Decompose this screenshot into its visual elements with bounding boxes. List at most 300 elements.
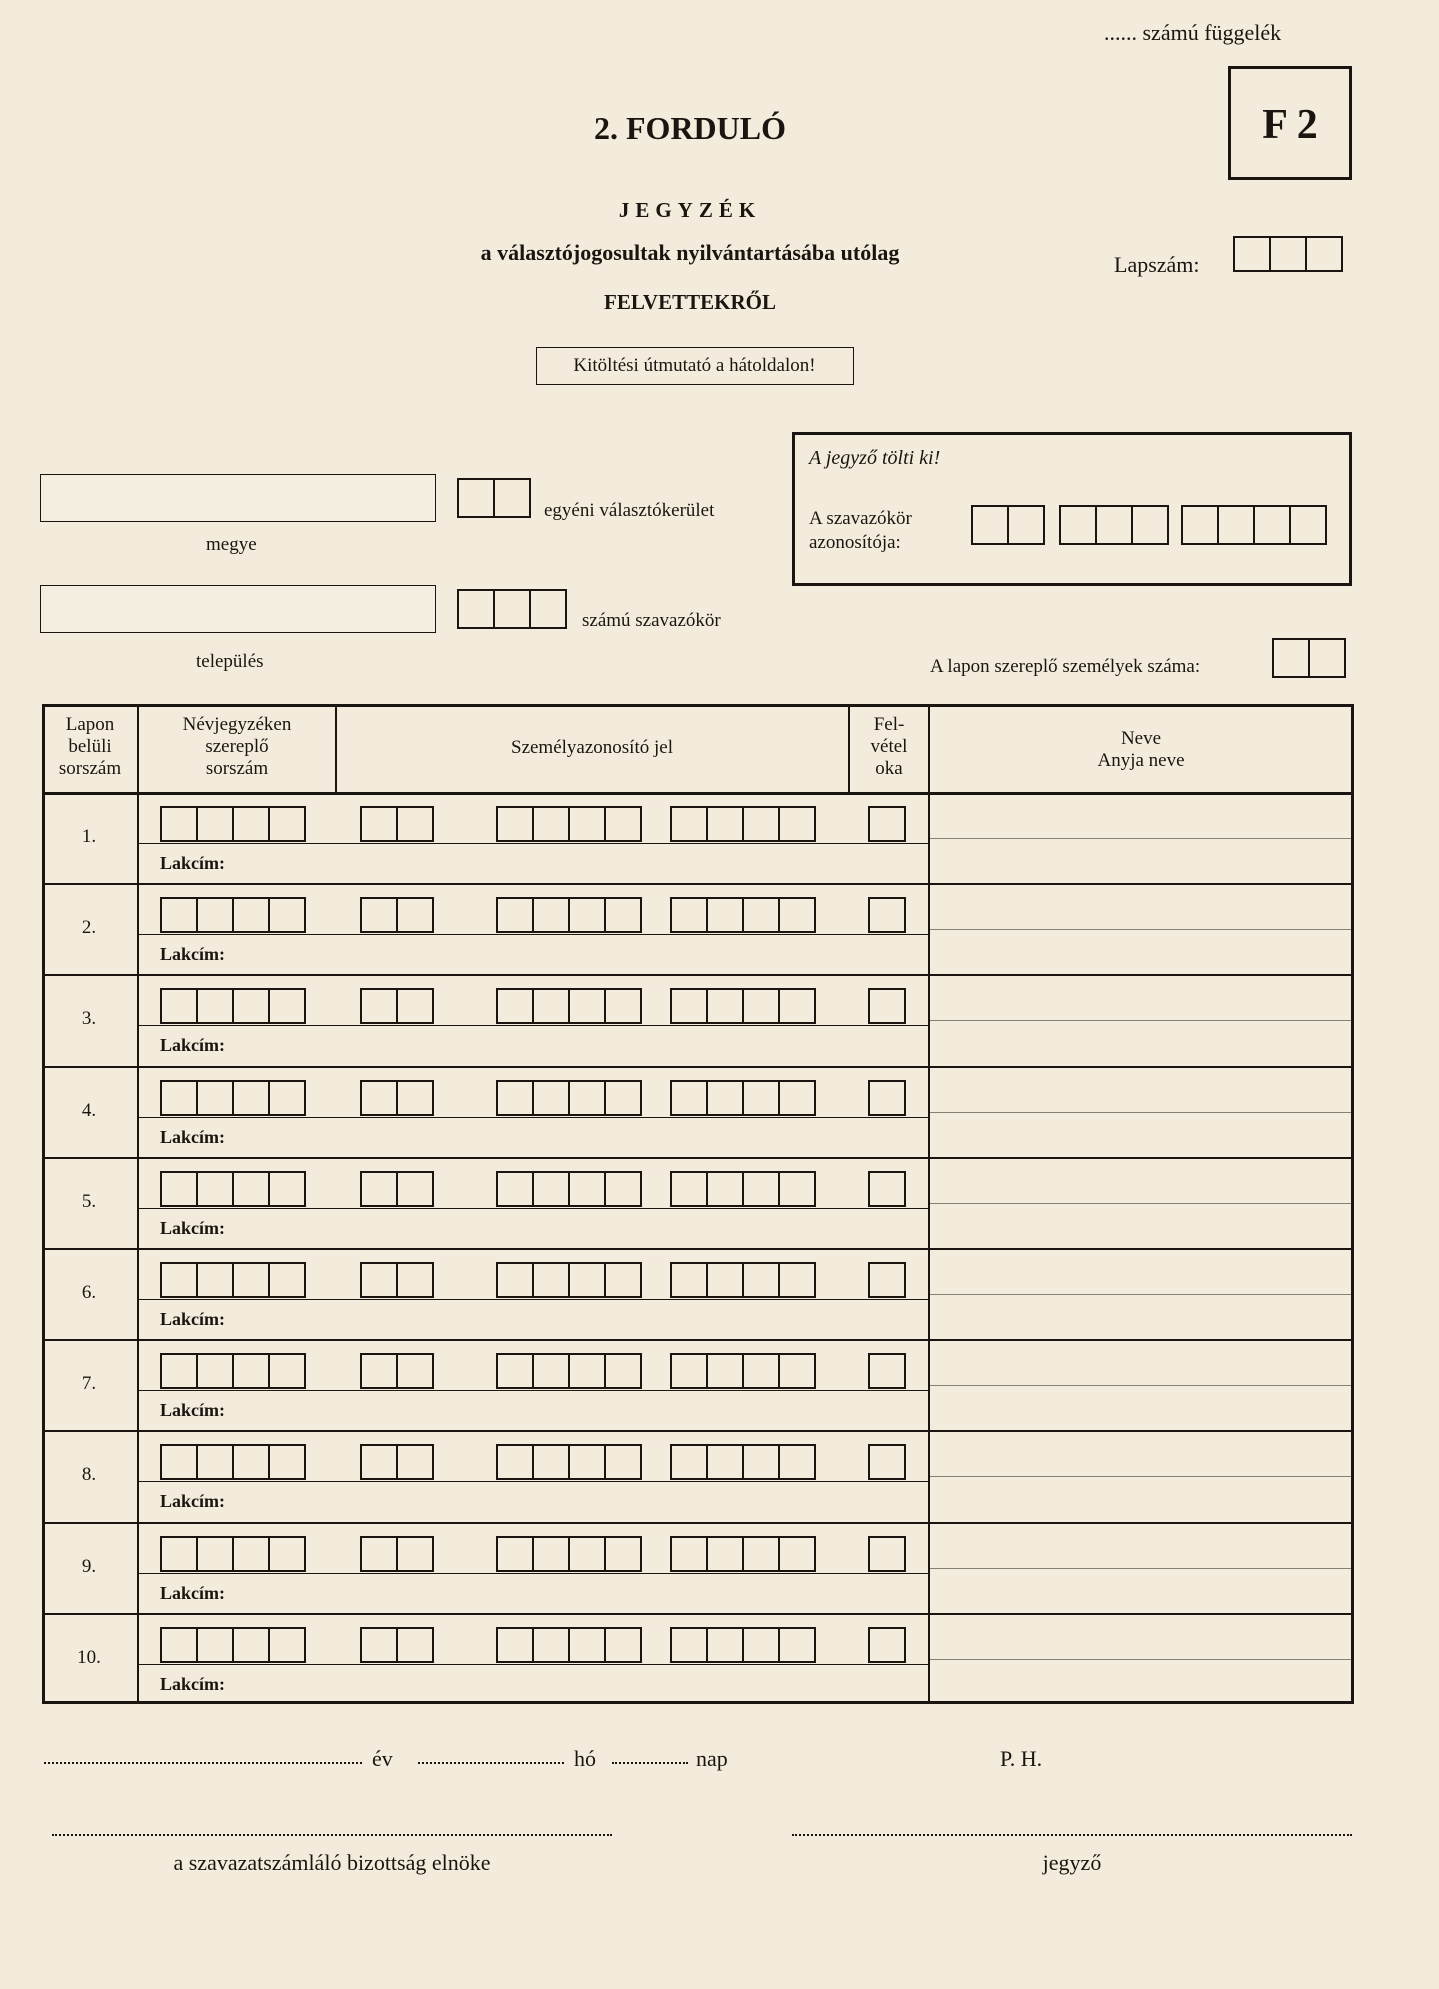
month-label: hó	[574, 1746, 596, 1771]
id-cell-group[interactable]	[360, 1171, 432, 1207]
id-cell[interactable]	[742, 1171, 780, 1207]
id-cell[interactable]	[196, 988, 234, 1024]
id-cell[interactable]	[268, 1444, 306, 1480]
id-cell-group[interactable]	[868, 988, 904, 1024]
id-cell[interactable]	[360, 1536, 398, 1572]
row-number: 6.	[81, 1282, 97, 1303]
id-cell-group[interactable]	[360, 806, 432, 842]
id-cell[interactable]	[360, 1627, 398, 1663]
id-cell[interactable]	[670, 1171, 708, 1207]
id-cell[interactable]	[396, 1627, 434, 1663]
polling-id-cell[interactable]	[1181, 505, 1219, 545]
chair-signature-line[interactable]	[52, 1834, 612, 1836]
id-cell[interactable]	[196, 1080, 234, 1116]
id-cell[interactable]	[232, 988, 270, 1024]
id-cell[interactable]	[604, 1627, 642, 1663]
id-cell[interactable]	[670, 1627, 708, 1663]
table-row-inner-divider	[137, 1208, 928, 1209]
id-cell[interactable]	[568, 1080, 606, 1116]
id-cell[interactable]	[360, 897, 398, 933]
id-cell[interactable]	[268, 897, 306, 933]
id-cell-group[interactable]	[868, 1262, 904, 1298]
name-row-inner-divider	[928, 1020, 1354, 1021]
id-cell[interactable]	[532, 1353, 570, 1389]
header-name-line: Neve	[1120, 728, 1162, 749]
id-cell[interactable]	[868, 1536, 906, 1572]
id-cell[interactable]	[496, 1444, 534, 1480]
id-cell-group[interactable]	[360, 988, 432, 1024]
id-cell[interactable]	[742, 1080, 780, 1116]
id-cell-group[interactable]	[360, 897, 432, 933]
id-cell[interactable]	[868, 1444, 906, 1480]
id-cell-group[interactable]	[868, 1627, 904, 1663]
id-cell[interactable]	[742, 1536, 780, 1572]
id-cell-group[interactable]	[360, 1536, 432, 1572]
header-reason-line: Fel-	[873, 714, 905, 735]
id-cell[interactable]	[568, 988, 606, 1024]
id-cell-group[interactable]	[160, 1171, 304, 1207]
polling-id-cell[interactable]	[1131, 505, 1169, 545]
id-cell-group[interactable]	[496, 1262, 640, 1298]
id-cell[interactable]	[196, 806, 234, 842]
instructions-box	[536, 347, 854, 385]
id-cell[interactable]	[742, 897, 780, 933]
id-cell[interactable]	[196, 1627, 234, 1663]
id-cell[interactable]	[706, 1536, 744, 1572]
id-cell[interactable]	[742, 1262, 780, 1298]
id-cell-group[interactable]	[868, 1080, 904, 1116]
id-cell[interactable]	[604, 1536, 642, 1572]
id-cell-group[interactable]	[868, 1536, 904, 1572]
id-cell[interactable]	[160, 1444, 198, 1480]
polling-station-cell[interactable]	[493, 589, 531, 629]
id-cell[interactable]	[778, 988, 816, 1024]
id-cell-group[interactable]	[496, 1171, 640, 1207]
id-cell[interactable]	[742, 1444, 780, 1480]
district-label: egyéni választókerület	[544, 500, 715, 521]
polling-id-group-1[interactable]	[971, 505, 1043, 545]
id-cell[interactable]	[396, 988, 434, 1024]
id-cell[interactable]	[360, 1444, 398, 1480]
day-field[interactable]	[612, 1762, 688, 1764]
settlement-label: település	[196, 651, 264, 672]
id-cell[interactable]	[706, 1353, 744, 1389]
id-cell[interactable]	[160, 1536, 198, 1572]
id-cell[interactable]	[268, 988, 306, 1024]
table-row-inner-divider	[137, 934, 928, 935]
id-cell[interactable]	[396, 1080, 434, 1116]
id-cell[interactable]	[742, 1353, 780, 1389]
form-code-box	[1228, 66, 1352, 180]
id-cell-group[interactable]	[670, 1080, 814, 1116]
id-cell-group[interactable]	[160, 1444, 304, 1480]
id-cell[interactable]	[706, 1627, 744, 1663]
id-cell[interactable]	[268, 1080, 306, 1116]
id-cell[interactable]	[670, 897, 708, 933]
polling-station-cell[interactable]	[529, 589, 567, 629]
id-cell-group[interactable]	[670, 1353, 814, 1389]
id-cell[interactable]	[268, 1536, 306, 1572]
id-cell[interactable]	[778, 1171, 816, 1207]
id-cell[interactable]	[360, 1080, 398, 1116]
id-cell[interactable]	[396, 1353, 434, 1389]
page-number-cells[interactable]	[1233, 236, 1341, 272]
table-row-inner-divider	[137, 1481, 928, 1482]
county-input[interactable]	[40, 474, 436, 522]
id-cell-group[interactable]	[670, 1171, 814, 1207]
notary-heading: A jegyző tölti ki!	[809, 447, 941, 469]
id-cell[interactable]	[160, 1080, 198, 1116]
persons-on-page-cell[interactable]	[1308, 638, 1346, 678]
id-cell[interactable]	[232, 1444, 270, 1480]
id-cell[interactable]	[742, 1627, 780, 1663]
id-cell[interactable]	[396, 1536, 434, 1572]
id-cell[interactable]	[868, 1627, 906, 1663]
table-row-divider	[42, 1248, 1354, 1250]
year-field[interactable]	[44, 1762, 362, 1764]
id-cell[interactable]	[742, 806, 780, 842]
id-cell[interactable]	[160, 1262, 198, 1298]
id-cell[interactable]	[396, 1262, 434, 1298]
settlement-input[interactable]	[40, 585, 436, 633]
id-cell[interactable]	[496, 1353, 534, 1389]
name-row-inner-divider	[928, 1476, 1354, 1477]
id-cell[interactable]	[706, 897, 744, 933]
id-cell[interactable]	[396, 1444, 434, 1480]
id-cell[interactable]	[568, 1262, 606, 1298]
id-cell-group[interactable]	[160, 897, 304, 933]
name-row-inner-divider	[928, 1568, 1354, 1569]
table-col-divider	[928, 704, 930, 1704]
header-register-seq-line: szereplő	[205, 736, 269, 757]
address-label: Lakcím:	[160, 1491, 225, 1512]
id-cell[interactable]	[742, 988, 780, 1024]
id-cell[interactable]	[196, 1171, 234, 1207]
polling-id-cell[interactable]	[1007, 505, 1045, 545]
id-cell[interactable]	[706, 1171, 744, 1207]
id-cell-group[interactable]	[160, 1627, 304, 1663]
page-number-label: Lapszám:	[1114, 252, 1200, 277]
id-cell-group[interactable]	[496, 897, 640, 933]
header-personal-id: Személyazonosító jel	[511, 737, 673, 758]
id-cell[interactable]	[670, 1080, 708, 1116]
district-cells[interactable]	[457, 478, 529, 518]
id-cell[interactable]	[268, 806, 306, 842]
id-cell-group[interactable]	[160, 1262, 304, 1298]
address-label: Lakcím:	[160, 1400, 225, 1421]
table-row-inner-divider	[137, 1390, 928, 1391]
id-cell[interactable]	[496, 988, 534, 1024]
id-cell[interactable]	[196, 1353, 234, 1389]
id-cell[interactable]	[196, 1536, 234, 1572]
id-cell[interactable]	[670, 806, 708, 842]
id-cell[interactable]	[532, 988, 570, 1024]
table-row-divider	[42, 1157, 1354, 1159]
polling-id-cell[interactable]	[1059, 505, 1097, 545]
id-cell[interactable]	[778, 1536, 816, 1572]
name-row-inner-divider	[928, 1659, 1354, 1660]
id-cell-group[interactable]	[496, 1080, 640, 1116]
id-cell-group[interactable]	[496, 806, 640, 842]
polling-id-group-2[interactable]	[1059, 505, 1167, 545]
id-cell[interactable]	[706, 1262, 744, 1298]
id-cell[interactable]	[232, 1353, 270, 1389]
id-cell[interactable]	[868, 988, 906, 1024]
district-cell[interactable]	[457, 478, 495, 518]
id-cell[interactable]	[532, 806, 570, 842]
page-number-cell[interactable]	[1269, 236, 1307, 272]
id-cell-group[interactable]	[160, 1536, 304, 1572]
id-cell-group[interactable]	[496, 1353, 640, 1389]
id-cell[interactable]	[160, 1171, 198, 1207]
table-row-divider	[42, 1522, 1354, 1524]
id-cell[interactable]	[232, 1171, 270, 1207]
id-cell[interactable]	[868, 897, 906, 933]
id-cell[interactable]	[568, 1444, 606, 1480]
id-cell-group[interactable]	[496, 1444, 640, 1480]
id-cell-group[interactable]	[670, 806, 814, 842]
id-cell-group[interactable]	[670, 897, 814, 933]
polling-id-label-line2: azonosítója:	[809, 532, 901, 553]
id-cell[interactable]	[670, 1262, 708, 1298]
row-number: 5.	[81, 1190, 97, 1212]
address-label: Lakcím:	[160, 853, 225, 873]
id-cell[interactable]	[532, 897, 570, 933]
id-cell[interactable]	[532, 1262, 570, 1298]
id-cell-group[interactable]	[496, 988, 640, 1024]
id-cell[interactable]	[232, 1080, 270, 1116]
table-header-divider	[42, 792, 1354, 795]
id-cell-group[interactable]	[670, 1444, 814, 1480]
id-cell[interactable]	[670, 988, 708, 1024]
id-cell-group[interactable]	[496, 1536, 640, 1572]
id-cell[interactable]	[532, 1536, 570, 1572]
id-cell[interactable]	[496, 1171, 534, 1207]
id-cell-group[interactable]	[160, 806, 304, 842]
row-number: 3.	[81, 1008, 97, 1030]
id-cell[interactable]	[360, 806, 398, 842]
id-cell[interactable]	[604, 1262, 642, 1298]
name-row-inner-divider	[928, 1294, 1354, 1295]
id-cell[interactable]	[568, 806, 606, 842]
appendix-label: ...... számú függelék	[1104, 20, 1282, 45]
id-cell[interactable]	[160, 988, 198, 1024]
id-cell-group[interactable]	[868, 897, 904, 933]
id-cell-group[interactable]	[160, 1353, 304, 1389]
id-cell[interactable]	[532, 1171, 570, 1207]
id-cell[interactable]	[160, 1627, 198, 1663]
id-cell[interactable]	[670, 1353, 708, 1389]
id-cell[interactable]	[232, 806, 270, 842]
id-cell[interactable]	[268, 1353, 306, 1389]
table-row-divider	[42, 1613, 1354, 1615]
table-row-divider	[42, 974, 1354, 976]
table-row-divider	[42, 1066, 1354, 1068]
id-cell[interactable]	[568, 1353, 606, 1389]
id-cell[interactable]	[160, 806, 198, 842]
id-cell[interactable]	[232, 1262, 270, 1298]
id-cell[interactable]	[396, 806, 434, 842]
id-cell[interactable]	[604, 1171, 642, 1207]
table-row-divider	[42, 1339, 1354, 1341]
row-number: 8.	[81, 1464, 97, 1486]
id-cell[interactable]	[568, 1536, 606, 1572]
id-cell-group[interactable]	[670, 1262, 814, 1298]
id-cell[interactable]	[778, 1444, 816, 1480]
id-cell[interactable]	[268, 1627, 306, 1663]
id-cell[interactable]	[568, 897, 606, 933]
header-name	[930, 728, 1352, 772]
id-cell-group[interactable]	[670, 1627, 814, 1663]
table-row-divider	[42, 1430, 1354, 1432]
id-cell[interactable]	[360, 1262, 398, 1298]
page-number-cell[interactable]	[1305, 236, 1343, 272]
persons-on-page-label: A lapon szereplő személyek száma:	[930, 656, 1201, 677]
id-cell[interactable]	[778, 897, 816, 933]
id-cell[interactable]	[604, 988, 642, 1024]
polling-station-cell[interactable]	[457, 589, 495, 629]
polling-id-cell[interactable]	[1217, 505, 1255, 545]
id-cell[interactable]	[706, 988, 744, 1024]
id-cell[interactable]	[232, 1627, 270, 1663]
id-cell[interactable]	[868, 1262, 906, 1298]
id-cell[interactable]	[868, 1080, 906, 1116]
id-cell[interactable]	[532, 1627, 570, 1663]
id-cell-group[interactable]	[496, 1627, 640, 1663]
id-cell[interactable]	[670, 1444, 708, 1480]
id-cell[interactable]	[778, 806, 816, 842]
polling-id-cell[interactable]	[1095, 505, 1133, 545]
notary-signature-label: jegyző	[1042, 1850, 1102, 1875]
id-cell[interactable]	[496, 806, 534, 842]
id-cell[interactable]	[778, 1080, 816, 1116]
id-cell[interactable]	[604, 1353, 642, 1389]
doc-subtitle-2: FELVETTEKRŐL	[604, 290, 776, 314]
id-cell-group[interactable]	[670, 1536, 814, 1572]
row-number: 7.	[81, 1373, 97, 1395]
header-page-seq-line: sorszám	[58, 758, 122, 779]
address-label: Lakcím:	[160, 1126, 225, 1147]
id-cell[interactable]	[496, 1536, 534, 1572]
id-cell[interactable]	[706, 1080, 744, 1116]
id-cell[interactable]	[604, 897, 642, 933]
id-cell[interactable]	[396, 897, 434, 933]
id-cell[interactable]	[778, 1353, 816, 1389]
notary-signature-line[interactable]	[792, 1834, 1352, 1836]
id-cell[interactable]	[360, 1171, 398, 1207]
id-cell-group[interactable]	[160, 988, 304, 1024]
id-cell-group[interactable]	[360, 1627, 432, 1663]
id-cell[interactable]	[232, 897, 270, 933]
id-cell-group[interactable]	[360, 1262, 432, 1298]
county-label: megye	[206, 534, 257, 555]
id-cell-group[interactable]	[360, 1444, 432, 1480]
header-reason	[850, 714, 928, 780]
id-cell[interactable]	[396, 1171, 434, 1207]
id-cell-group[interactable]	[868, 1353, 904, 1389]
id-cell[interactable]	[568, 1627, 606, 1663]
header-reason-line: oka	[875, 758, 903, 779]
name-row-inner-divider	[928, 1112, 1354, 1113]
persons-on-page-cells[interactable]	[1272, 638, 1344, 678]
id-cell[interactable]	[360, 1353, 398, 1389]
id-cell-group[interactable]	[160, 1080, 304, 1116]
row-number: 9.	[81, 1555, 97, 1577]
id-cell[interactable]	[532, 1080, 570, 1116]
row-number: 10.	[77, 1646, 101, 1668]
id-cell-group[interactable]	[360, 1353, 432, 1389]
id-cell[interactable]	[268, 1171, 306, 1207]
row-number: 4.	[81, 1099, 97, 1121]
persons-on-page-cell[interactable]	[1272, 638, 1310, 678]
id-cell[interactable]	[604, 806, 642, 842]
page-number-cell[interactable]	[1233, 236, 1271, 272]
month-field[interactable]	[418, 1762, 564, 1764]
id-cell-group[interactable]	[868, 806, 904, 842]
id-cell[interactable]	[868, 1171, 906, 1207]
table-row-inner-divider	[137, 1573, 928, 1574]
address-label: Lakcím:	[160, 1217, 225, 1238]
id-cell[interactable]	[196, 1262, 234, 1298]
id-cell[interactable]	[232, 1536, 270, 1572]
id-cell[interactable]	[778, 1262, 816, 1298]
polling-id-cell[interactable]	[1253, 505, 1291, 545]
id-cell[interactable]	[496, 897, 534, 933]
district-cell[interactable]	[493, 478, 531, 518]
polling-id-cell[interactable]	[971, 505, 1009, 545]
id-cell[interactable]	[496, 1627, 534, 1663]
id-cell[interactable]	[868, 806, 906, 842]
id-cell[interactable]	[160, 897, 198, 933]
notary-box	[792, 432, 1352, 586]
id-cell[interactable]	[868, 1353, 906, 1389]
id-cell-group[interactable]	[360, 1080, 432, 1116]
id-cell[interactable]	[196, 897, 234, 933]
id-cell-group[interactable]	[868, 1171, 904, 1207]
id-cell[interactable]	[604, 1080, 642, 1116]
header-page-seq-line: Lapon	[65, 714, 115, 735]
id-cell[interactable]	[778, 1627, 816, 1663]
id-cell[interactable]	[196, 1444, 234, 1480]
polling-id-cell[interactable]	[1289, 505, 1327, 545]
id-cell[interactable]	[496, 1080, 534, 1116]
polling-station-cells[interactable]	[457, 589, 565, 629]
address-label: Lakcím:	[160, 1035, 225, 1056]
name-row-inner-divider	[928, 929, 1354, 930]
chair-signature-label: a szavazatszámláló bizottság elnöke	[173, 1850, 491, 1875]
name-row-inner-divider	[928, 1203, 1354, 1204]
id-cell-group[interactable]	[868, 1444, 904, 1480]
id-cell[interactable]	[360, 988, 398, 1024]
id-cell-group[interactable]	[670, 988, 814, 1024]
id-cell[interactable]	[268, 1262, 306, 1298]
id-cell[interactable]	[532, 1444, 570, 1480]
polling-station-label: számú szavazókör	[582, 610, 721, 631]
id-cell[interactable]	[706, 1444, 744, 1480]
id-cell[interactable]	[670, 1536, 708, 1572]
table-col-divider	[137, 704, 139, 1704]
polling-id-group-3[interactable]	[1181, 505, 1325, 545]
table-row-divider	[42, 883, 1354, 885]
id-cell[interactable]	[496, 1262, 534, 1298]
doc-title: JEGYZÉK	[618, 198, 762, 222]
id-cell[interactable]	[706, 806, 744, 842]
address-label: Lakcím:	[160, 944, 225, 965]
id-cell[interactable]	[604, 1444, 642, 1480]
id-cell[interactable]	[160, 1353, 198, 1389]
round-title: 2. FORDULÓ	[594, 110, 786, 146]
id-cell[interactable]	[568, 1171, 606, 1207]
